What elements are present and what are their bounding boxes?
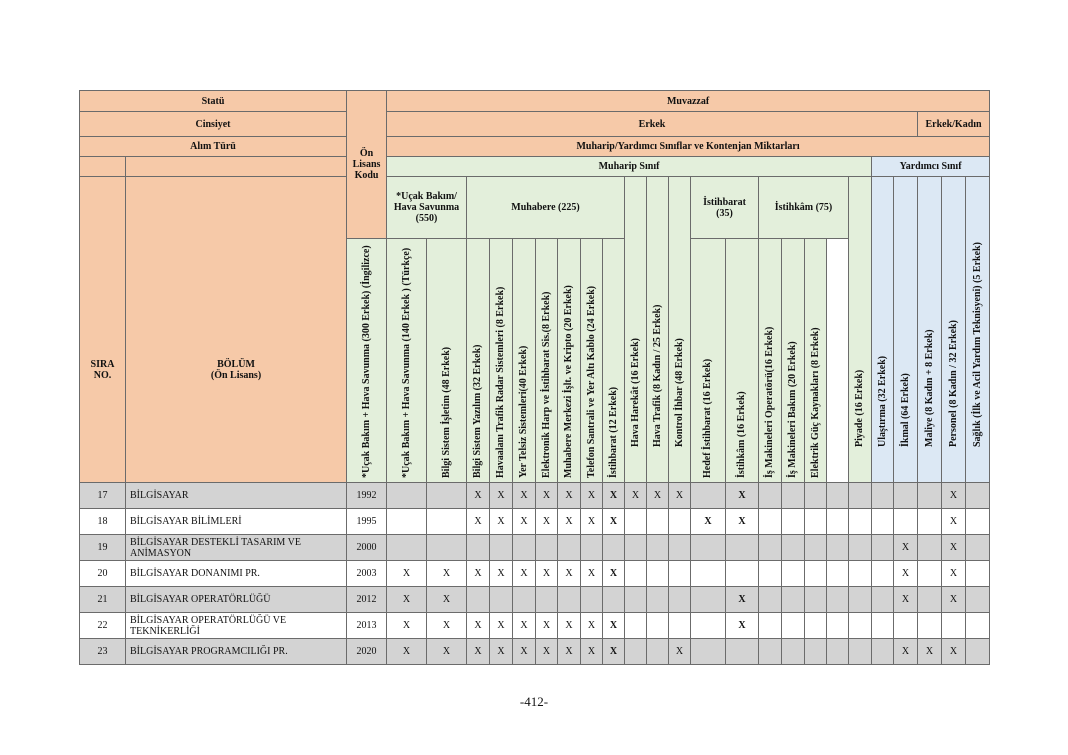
quota-mark-cell: X: [467, 613, 490, 639]
quota-mark-cell: [849, 587, 872, 613]
quota-mark-cell: X: [581, 613, 603, 639]
table-row: [80, 509, 990, 535]
column-header: [782, 239, 805, 483]
row-number: 19: [80, 535, 126, 561]
column-header: [490, 239, 513, 483]
quota-mark-cell: X: [536, 613, 558, 639]
quota-mark-cell: [625, 639, 647, 665]
quota-mark-cell: X: [490, 483, 513, 509]
column-header-wrap: [782, 239, 804, 482]
table-row: [80, 535, 990, 561]
quota-mark-cell: [966, 613, 990, 639]
column-header-label: Hava Trafik (8 Kadın / 25 Erkek): [651, 304, 663, 447]
column-header: [387, 239, 427, 483]
quota-mark-cell: X: [603, 639, 625, 665]
column-header-label: Bilgi Sistem Yazılım (32 Erkek): [472, 344, 484, 478]
quota-mark-cell: X: [726, 509, 759, 535]
quota-mark-cell: [918, 535, 942, 561]
column-header-label: Havaalanı Trafik Radar Sistemleri (8 Erkek): [495, 286, 507, 478]
quota-mark-cell: [603, 587, 625, 613]
column-header: [625, 177, 647, 483]
row-number: 18: [80, 509, 126, 535]
quota-mark-cell: [427, 509, 467, 535]
quota-mark-cell: X: [942, 535, 966, 561]
quota-mark-cell: [726, 561, 759, 587]
quota-mark-cell: [805, 535, 827, 561]
quota-mark-cell: [827, 613, 849, 639]
quota-mark-cell: [669, 613, 691, 639]
on-lisans-kodu-label: Ön Lisans Kodu: [352, 148, 381, 181]
quota-mark-cell: X: [427, 613, 467, 639]
column-header: [427, 239, 467, 483]
quota-mark-cell: X: [536, 639, 558, 665]
group-istihbarat-label: İstihbarat (35): [703, 196, 746, 219]
column-header: [513, 239, 536, 483]
column-header-wrap: [805, 239, 826, 482]
quota-mark-cell: [805, 561, 827, 587]
quota-mark-cell: X: [647, 483, 669, 509]
column-header-wrap: [347, 239, 386, 482]
quota-mark-cell: [427, 483, 467, 509]
quota-mark-cell: X: [669, 639, 691, 665]
quota-mark-cell: [849, 613, 872, 639]
program-code: 2003: [347, 561, 387, 587]
column-header: [647, 177, 669, 483]
department-name: BİLGİSAYAR DONANIMI PR.: [126, 561, 347, 587]
quota-mark-cell: [558, 587, 581, 613]
bolum-sub-label: (Ön Lisans): [210, 369, 262, 381]
column-header: [942, 177, 966, 483]
quota-mark-cell: [726, 535, 759, 561]
column-header-wrap: [603, 239, 624, 482]
column-header-label: İkmal (64 Erkek): [899, 373, 911, 447]
quota-mark-cell: [966, 561, 990, 587]
quota-mark-cell: [625, 535, 647, 561]
alim-turu-label: Alım Türü: [80, 137, 347, 157]
department-name: BİLGİSAYAR BİLİMLERİ: [126, 509, 347, 535]
quota-mark-cell: [942, 613, 966, 639]
quota-mark-cell: [691, 483, 726, 509]
page-number: -412-: [519, 694, 549, 709]
quota-mark-cell: X: [536, 561, 558, 587]
quota-mark-cell: [782, 561, 805, 587]
program-code: 2013: [347, 613, 387, 639]
quota-mark-cell: X: [581, 509, 603, 535]
quota-mark-cell: [467, 587, 490, 613]
quota-mark-cell: [966, 483, 990, 509]
row-number: 22: [80, 613, 126, 639]
column-header-label: *Uçak Bakım + Hava Savunma (140 Erkek ) (Türkçe): [400, 247, 412, 478]
column-header-label: Hava Harekât (16 Erkek): [629, 338, 641, 447]
quota-mark-cell: [805, 587, 827, 613]
on-lisans-kodu-header: [347, 91, 387, 239]
quota-mark-cell: [490, 587, 513, 613]
quota-mark-cell: X: [581, 561, 603, 587]
quota-mark-cell: [827, 483, 849, 509]
quota-mark-cell: X: [513, 639, 536, 665]
row-number: 17: [80, 483, 126, 509]
column-header-wrap: [669, 208, 690, 451]
quota-mark-cell: [669, 509, 691, 535]
column-header-label: Kontrol İhbar (48 Erkek): [673, 338, 685, 447]
column-header: [558, 239, 581, 483]
column-header-label: Personel (8 Kadın / 32 Erkek): [947, 320, 959, 447]
cinsiyet-label: Cinsiyet: [80, 112, 347, 137]
quota-mark-cell: [966, 639, 990, 665]
quota-mark-cell: [805, 639, 827, 665]
quota-mark-cell: [759, 587, 782, 613]
quota-mark-cell: [849, 561, 872, 587]
quota-mark-cell: [669, 535, 691, 561]
quota-mark-cell: [805, 483, 827, 509]
quota-mark-cell: [782, 613, 805, 639]
quota-mark-cell: X: [581, 639, 603, 665]
column-header-label: Bilgi Sistem İşletim (48 Erkek): [440, 346, 452, 478]
quota-mark-cell: [759, 535, 782, 561]
quota-mark-cell: [918, 587, 942, 613]
quota-mark-cell: [625, 587, 647, 613]
quota-mark-cell: [647, 509, 669, 535]
quota-table: [79, 90, 990, 665]
quota-mark-cell: X: [490, 561, 513, 587]
group-istihbarat: [691, 177, 759, 239]
quota-mark-cell: X: [625, 483, 647, 509]
column-header-wrap: [726, 239, 758, 482]
quota-mark-cell: [726, 639, 759, 665]
quota-mark-cell: X: [603, 561, 625, 587]
quota-mark-cell: X: [387, 561, 427, 587]
quota-mark-cell: [759, 561, 782, 587]
column-header-wrap: [536, 239, 557, 482]
column-header: [467, 239, 490, 483]
quota-mark-cell: [782, 483, 805, 509]
quota-mark-cell: [647, 535, 669, 561]
quota-mark-cell: [647, 639, 669, 665]
quota-mark-cell: [387, 509, 427, 535]
column-header-label: Piyade (16 Erkek): [854, 369, 866, 447]
quota-mark-cell: [759, 483, 782, 509]
column-header-label: Ulaştırma (32 Erkek): [876, 355, 888, 447]
column-header-label: Sağlık (İlk ve Acil Yardım Teknisyeni) (5 Erkek): [971, 242, 983, 447]
column-header-wrap: [759, 239, 781, 482]
program-code: 1995: [347, 509, 387, 535]
column-header-label: Elektronik Harp ve İstihbarat Sis.(8 Erkek): [540, 291, 552, 478]
quota-mark-cell: X: [558, 483, 581, 509]
quota-mark-cell: X: [603, 483, 625, 509]
column-header: [805, 239, 827, 483]
column-header-wrap: [849, 208, 871, 451]
quota-mark-cell: [490, 535, 513, 561]
quota-mark-cell: [625, 613, 647, 639]
quota-mark-cell: X: [894, 587, 918, 613]
quota-mark-cell: X: [942, 639, 966, 665]
quota-mark-cell: [536, 587, 558, 613]
group-muhabere: Muhabere (225): [467, 177, 625, 239]
bolum-label: BÖLÜM: [217, 358, 255, 370]
program-code: 2012: [347, 587, 387, 613]
quota-mark-cell: [513, 587, 536, 613]
program-code: 1992: [347, 483, 387, 509]
column-header-label: Elektrik Güç Kaynakları (8 Erkek): [809, 327, 821, 478]
quota-mark-cell: [827, 639, 849, 665]
group-ucak-bakim-label: *Uçak Bakım/ Hava Savunma (550): [393, 191, 460, 224]
column-header: [849, 177, 872, 483]
quota-mark-cell: [894, 483, 918, 509]
quota-mark-cell: X: [467, 561, 490, 587]
muharip-sinif-header: Muharip Sınıf: [387, 157, 872, 177]
empty-cell: [80, 157, 126, 177]
quota-mark-cell: [691, 561, 726, 587]
row-number: 20: [80, 561, 126, 587]
column-header: [894, 177, 918, 483]
quota-mark-cell: [805, 613, 827, 639]
row-number: 21: [80, 587, 126, 613]
program-code: 2000: [347, 535, 387, 561]
quota-mark-cell: X: [942, 509, 966, 535]
quota-mark-cell: X: [513, 613, 536, 639]
column-header-wrap: [872, 208, 893, 451]
quota-mark-cell: [966, 535, 990, 561]
quota-mark-cell: [918, 509, 942, 535]
quota-mark-cell: [387, 483, 427, 509]
quota-mark-cell: X: [558, 639, 581, 665]
column-header: [581, 239, 603, 483]
column-header-wrap: [918, 208, 941, 451]
quota-mark-cell: [872, 613, 894, 639]
quota-mark-cell: X: [467, 483, 490, 509]
column-header-wrap: [467, 239, 489, 482]
column-header-label: Muhabere Merkezi İşlt. ve Kripto (20 Erkek): [563, 285, 575, 478]
quota-mark-cell: [691, 535, 726, 561]
column-header-label: İş Makineleri Operatörü(16 Erkek): [764, 326, 776, 478]
column-header-wrap: [490, 239, 512, 482]
quota-mark-cell: [827, 561, 849, 587]
column-header-wrap: [894, 208, 917, 451]
quota-mark-cell: [536, 535, 558, 561]
quota-mark-cell: X: [558, 509, 581, 535]
quota-mark-cell: [691, 613, 726, 639]
column-header-wrap: [558, 239, 580, 482]
statu-value: Muvazzaf: [387, 91, 990, 112]
column-header: [691, 239, 726, 483]
cinsiyet-erkek: Erkek: [387, 112, 918, 137]
quota-mark-cell: [625, 509, 647, 535]
column-header-label: *Uçak Bakım + Hava Savunma (300 Erkek) (İngilizce): [360, 245, 372, 478]
quota-mark-cell: [827, 535, 849, 561]
quota-mark-cell: X: [942, 483, 966, 509]
column-header-wrap: [625, 208, 646, 451]
column-header-label: Hedef İstihbarat (16 Erkek): [702, 358, 714, 478]
quota-mark-cell: X: [387, 587, 427, 613]
quota-mark-cell: [805, 509, 827, 535]
quota-mark-cell: X: [581, 483, 603, 509]
quota-mark-cell: [467, 535, 490, 561]
quota-mark-cell: [894, 509, 918, 535]
quota-mark-cell: [581, 587, 603, 613]
column-header-wrap: [581, 239, 602, 482]
quota-mark-cell: [918, 613, 942, 639]
quota-mark-cell: X: [513, 509, 536, 535]
quota-mark-cell: X: [894, 561, 918, 587]
quota-mark-cell: [872, 509, 894, 535]
department-name: BİLGİSAYAR DESTEKLİ TASARIM VE ANİMASYON: [126, 535, 347, 561]
quota-mark-cell: [872, 561, 894, 587]
column-header-wrap: [966, 208, 989, 451]
quota-mark-cell: [647, 561, 669, 587]
quota-mark-cell: X: [603, 509, 625, 535]
quota-mark-cell: X: [513, 483, 536, 509]
column-header: [726, 239, 759, 483]
quota-mark-cell: [647, 587, 669, 613]
bolum-header: [126, 177, 347, 483]
alim-turu-value: Muharip/Yardımcı Sınıflar ve Kontenjan Miktarları: [387, 137, 990, 157]
quota-mark-cell: X: [726, 613, 759, 639]
quota-mark-cell: [427, 535, 467, 561]
quota-mark-cell: [759, 509, 782, 535]
table-body: [80, 483, 990, 665]
row-number: 23: [80, 639, 126, 665]
quota-mark-cell: [625, 561, 647, 587]
quota-mark-cell: [849, 483, 872, 509]
quota-mark-cell: [872, 535, 894, 561]
column-header: [872, 177, 894, 483]
quota-mark-cell: [966, 509, 990, 535]
column-header-label: Yer Telsiz Sistemleri(40 Erkek): [518, 345, 530, 478]
quota-mark-cell: [513, 535, 536, 561]
quota-mark-cell: [782, 639, 805, 665]
quota-mark-cell: [647, 613, 669, 639]
quota-mark-cell: X: [894, 639, 918, 665]
quota-mark-cell: [759, 613, 782, 639]
quota-mark-cell: X: [427, 587, 467, 613]
quota-mark-cell: [872, 587, 894, 613]
quota-mark-cell: X: [467, 509, 490, 535]
column-header-label: İş Makineleri Bakım (20 Erkek): [787, 341, 799, 478]
yardimci-sinif-header: Yardımcı Sınıf: [872, 157, 990, 177]
quota-mark-cell: [966, 587, 990, 613]
quota-mark-cell: [691, 639, 726, 665]
quota-mark-cell: [827, 587, 849, 613]
column-header-wrap: [647, 208, 668, 451]
empty-cell: [126, 157, 347, 177]
quota-mark-cell: [849, 639, 872, 665]
column-header: [536, 239, 558, 483]
quota-mark-cell: [782, 535, 805, 561]
quota-mark-cell: [669, 587, 691, 613]
sira-no-label: SIRA NO.: [90, 358, 115, 381]
quota-mark-cell: X: [942, 561, 966, 587]
quota-mark-cell: [581, 535, 603, 561]
group-istihkam: İstihkâm (75): [759, 177, 849, 239]
column-header-label: Telefon Santrali ve Yer Altı Kablo (24 Erkek): [585, 285, 597, 478]
quota-mark-cell: [894, 613, 918, 639]
column-header-wrap: [942, 208, 965, 451]
quota-mark-cell: [782, 509, 805, 535]
quota-mark-cell: [827, 509, 849, 535]
column-header-wrap: [691, 239, 725, 482]
quota-mark-cell: X: [918, 639, 942, 665]
quota-mark-cell: X: [490, 613, 513, 639]
program-code: 2020: [347, 639, 387, 665]
quota-mark-cell: [849, 509, 872, 535]
quota-mark-cell: X: [513, 561, 536, 587]
column-header-label: İstihbarat (12 Erkek): [607, 386, 619, 478]
table-row: [80, 639, 990, 665]
table-row: [80, 483, 990, 509]
sira-no-header: [80, 177, 126, 483]
quota-mark-cell: [669, 561, 691, 587]
column-header-label: Maliye (8 Kadın + 8 Erkek): [923, 329, 935, 447]
quota-mark-cell: X: [536, 483, 558, 509]
table-row: [80, 613, 990, 639]
column-header: [918, 177, 942, 483]
quota-mark-cell: [872, 639, 894, 665]
department-name: BİLGİSAYAR PROGRAMCILIĞI PR.: [126, 639, 347, 665]
quota-mark-cell: X: [387, 613, 427, 639]
column-header-wrap: [427, 239, 466, 482]
quota-mark-cell: X: [467, 639, 490, 665]
quota-mark-cell: [918, 483, 942, 509]
quota-mark-cell: X: [558, 613, 581, 639]
column-header: [669, 177, 691, 483]
quota-mark-cell: X: [894, 535, 918, 561]
group-ucak-bakim: [387, 177, 467, 239]
quota-mark-cell: X: [942, 587, 966, 613]
column-header-label: İstihkâm (16 Erkek): [736, 391, 748, 478]
quota-mark-cell: [603, 535, 625, 561]
quota-mark-cell: X: [691, 509, 726, 535]
quota-mark-cell: X: [427, 561, 467, 587]
department-name: BİLGİSAYAR: [126, 483, 347, 509]
quota-mark-cell: X: [603, 613, 625, 639]
column-header: [966, 177, 990, 483]
quota-mark-cell: X: [726, 587, 759, 613]
quota-mark-cell: [918, 561, 942, 587]
quota-mark-cell: [759, 639, 782, 665]
quota-mark-cell: X: [726, 483, 759, 509]
column-header-wrap: [387, 239, 426, 482]
column-header: [347, 239, 387, 483]
table-row: [80, 561, 990, 587]
quota-mark-cell: X: [387, 639, 427, 665]
column-header-wrap: [513, 239, 535, 482]
department-name: BİLGİSAYAR OPERATÖRLÜĞÜ: [126, 587, 347, 613]
column-header: [759, 239, 782, 483]
quota-mark-cell: [691, 587, 726, 613]
quota-mark-cell: [387, 535, 427, 561]
quota-mark-cell: [558, 535, 581, 561]
statu-label: Statü: [80, 91, 347, 112]
quota-mark-cell: [872, 483, 894, 509]
table-row: [80, 587, 990, 613]
quota-mark-cell: [782, 587, 805, 613]
quota-mark-cell: X: [490, 639, 513, 665]
quota-mark-cell: [849, 535, 872, 561]
cinsiyet-erkek-kadin: Erkek/Kadın: [918, 112, 990, 137]
quota-mark-cell: X: [536, 509, 558, 535]
quota-mark-cell: X: [427, 639, 467, 665]
department-name: BİLGİSAYAR OPERATÖRLÜĞÜ VE TEKNİKERLİĞİ: [126, 613, 347, 639]
quota-mark-cell: X: [490, 509, 513, 535]
quota-mark-cell: X: [669, 483, 691, 509]
column-header: [603, 239, 625, 483]
quota-mark-cell: X: [558, 561, 581, 587]
